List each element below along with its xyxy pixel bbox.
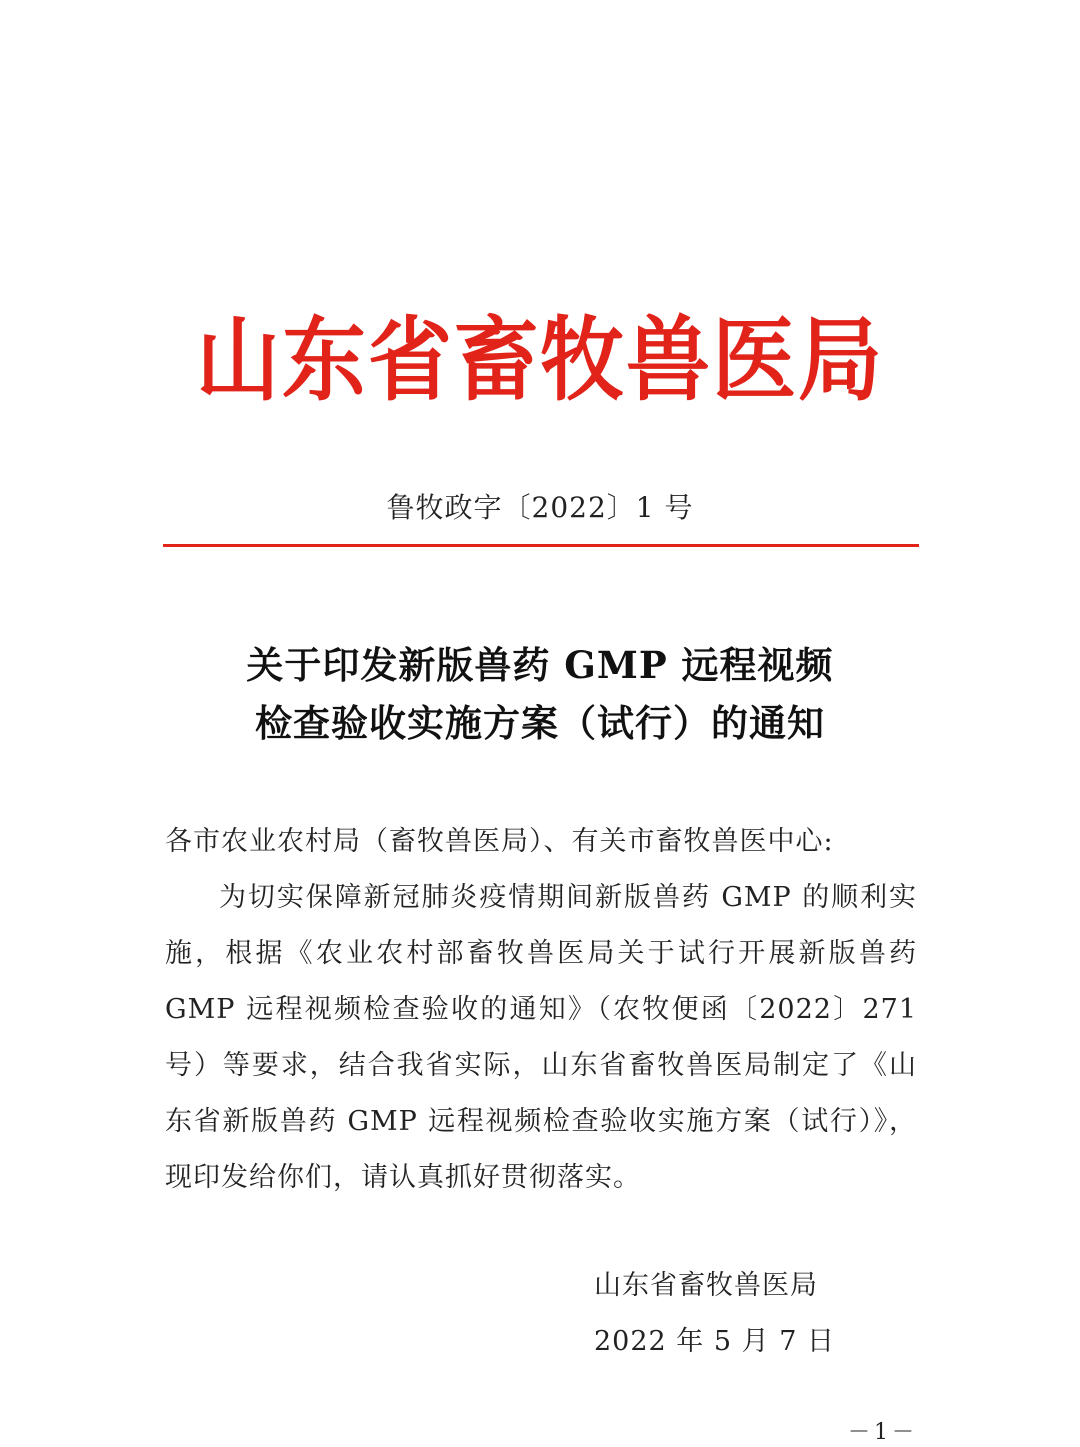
- signature-date: 2022 年 5 月 7 日: [594, 1326, 835, 1357]
- notice-title-line-1: 关于印发新版兽药 GMP 远程视频: [246, 643, 834, 687]
- notice-title: [0, 636, 1080, 752]
- notice-title-line-2: 检查验收实施方案（试行）的通知: [255, 701, 825, 745]
- page-number: －1－: [848, 1420, 918, 1445]
- signature-organization: 山东省畜牧兽医局: [594, 1270, 818, 1301]
- salutation: 各市农业农村局（畜牧兽医局）、有关市畜牧兽医中心:: [165, 826, 834, 857]
- body-paragraph: 为切实保障新冠肺炎疫情期间新版兽药 GMP 的顺利实施，根据《农业农村部畜牧兽医局关于试行开展新版兽药 GMP 远程视频检查验收的通知》（农牧便函〔2022〕271 号）等要求，结合我省实际，山东省畜牧兽医局制定了《山东省新版兽药 GMP 远程视频检查验收实施方案（试行）》，现印发给你们，请认真抓好贯彻落实。: [165, 882, 917, 1193]
- document-number: 鲁牧政字〔2022〕1 号: [386, 491, 694, 524]
- masthead-title: 山东省畜牧兽医局: [195, 307, 884, 413]
- red-divider-line: [163, 544, 919, 547]
- notice-body: [165, 814, 917, 1206]
